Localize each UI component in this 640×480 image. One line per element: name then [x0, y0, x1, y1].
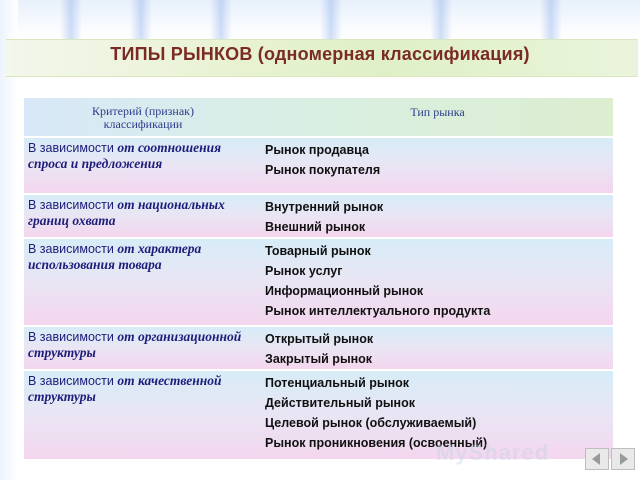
arrow-left-icon: [589, 452, 605, 466]
classification-table: [24, 98, 613, 461]
market-types-cell: [265, 329, 610, 369]
criterion-text: от организационной структуры: [28, 329, 242, 360]
market-type-item: Рынок покупателя: [265, 163, 381, 177]
criterion-cell: [28, 140, 256, 172]
next-slide-button[interactable]: [611, 448, 635, 470]
market-type-item: Открытый рынок: [265, 332, 374, 346]
top-decoration: [0, 0, 640, 40]
market-type-item: Рынок проникновения (освоенный): [265, 436, 488, 450]
market-type-item: Рынок услуг: [265, 264, 343, 278]
market-type-item: Рынок интеллектуального продукта: [265, 304, 491, 318]
criterion-prefix: В зависимости: [28, 374, 118, 388]
criterion-text: от национальных границ охвата: [28, 197, 225, 228]
criterion-text: от характера использования товара: [28, 241, 202, 272]
header-criterion: Критерий (признак) классификации: [92, 104, 194, 131]
market-type-item: Товарный рынок: [265, 244, 371, 258]
table-header: [24, 98, 613, 138]
market-type-item: Информационный рынок: [265, 284, 424, 298]
criterion-cell: [28, 329, 256, 361]
criterion-text: от качественной структуры: [28, 373, 222, 404]
table-row: [24, 195, 613, 239]
criterion-prefix: В зависимости: [28, 141, 118, 155]
market-types-cell: [265, 241, 610, 321]
criterion-prefix: В зависимости: [28, 330, 118, 344]
market-type-item: Целевой рынок (обслуживаемый): [265, 416, 477, 430]
criterion-text: от соотношения спроса и предложения: [28, 140, 222, 171]
prev-slide-button[interactable]: [585, 448, 609, 470]
criterion-cell: [28, 373, 256, 405]
market-type-item: Внешний рынок: [265, 220, 366, 234]
table-body: [24, 138, 613, 461]
table-row: [24, 138, 613, 195]
market-type-item: Потенциальный рынок: [265, 376, 410, 390]
criterion-prefix: В зависимости: [28, 198, 118, 212]
criterion-prefix: В зависимости: [28, 242, 118, 256]
arrow-right-icon: [615, 452, 631, 466]
market-type-item: Действительный рынок: [265, 396, 415, 410]
market-type-item: Рынок продавца: [265, 143, 369, 157]
criterion-cell: [28, 197, 256, 229]
table-row: [24, 239, 613, 327]
header-market-type: Тип рынка: [410, 104, 465, 119]
market-types-cell: [265, 140, 610, 180]
table-row: [24, 327, 613, 371]
market-type-item: Закрытый рынок: [265, 352, 373, 366]
watermark: MyShared: [436, 440, 550, 465]
market-type-item: Внутренний рынок: [265, 200, 384, 214]
criterion-cell: [28, 241, 256, 273]
market-types-cell: [265, 197, 610, 237]
slide-title: ТИПЫ РЫНКОВ (одномерная классификация): [110, 44, 530, 64]
